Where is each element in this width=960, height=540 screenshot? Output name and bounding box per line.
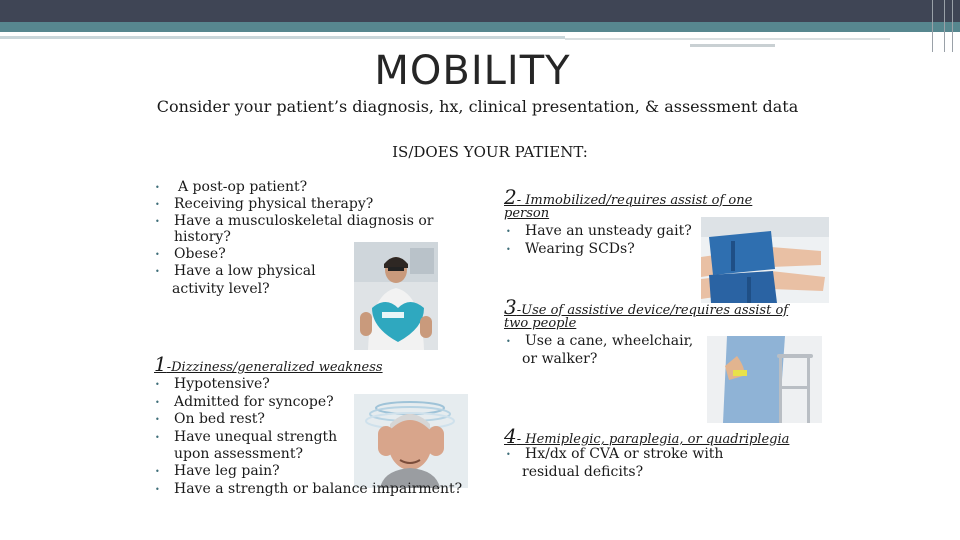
list-item: upon assessment? (174, 446, 303, 462)
list-item: Hypotensive? (174, 376, 270, 392)
header-rule (0, 36, 565, 39)
list-item: Wearing SCDs? (525, 241, 635, 257)
level-1-heading (154, 352, 383, 376)
section-heading: IS/DOES YOUR PATIENT: (392, 143, 588, 161)
level-3-heading-cont: two people (504, 316, 577, 331)
level-heading-text: - Immobilized/requires assist of one (516, 193, 753, 208)
level-number: 3 (504, 295, 517, 319)
level-4-heading (504, 424, 789, 448)
bullet-icon: • (155, 467, 160, 476)
scd-legs-photo (701, 217, 829, 303)
list-item: or walker? (522, 351, 598, 367)
bullet-icon: • (506, 337, 511, 346)
list-item: On bed rest? (174, 411, 265, 427)
bullet-icon: • (155, 200, 160, 209)
bullet-icon: • (155, 433, 160, 442)
level-heading-text: -Use of assistive device/requires assist of (516, 303, 789, 318)
post-op-patient-photo (354, 242, 438, 350)
bullet-icon: • (155, 217, 160, 226)
level-2-heading-cont: person (504, 206, 550, 221)
header-divider (932, 0, 933, 52)
level-number: 1 (154, 352, 167, 376)
slide-title: MOBILITY (374, 48, 571, 94)
header-bar (0, 0, 960, 22)
bullet-icon: • (155, 398, 160, 407)
list-item: Receiving physical therapy? (174, 196, 374, 212)
bullet-icon: • (155, 415, 160, 424)
header-rule (565, 38, 890, 40)
header-rule (690, 44, 775, 47)
level-heading-text: - Hemiplegic, paraplegia, or quadriplegia (516, 432, 790, 447)
list-item: Have a musculoskeletal diagnosis or (174, 213, 434, 229)
bullet-icon: • (506, 227, 511, 236)
walker-patient-photo (707, 336, 822, 423)
list-item: history? (174, 229, 231, 245)
bullet-icon: • (155, 380, 160, 389)
list-item: A post-op patient? (178, 179, 308, 195)
list-item: Use a cane, wheelchair, (525, 333, 694, 349)
bullet-icon: • (155, 485, 160, 494)
list-item: Have leg pain? (174, 463, 280, 479)
header-accent-bar (0, 22, 960, 32)
bullet-icon: • (506, 450, 511, 459)
list-item: Have a low physical (174, 263, 316, 279)
slide-subtitle: Consider your patient’s diagnosis, hx, clinical presentation, & assessment data (156, 97, 799, 116)
list-item: Have a strength or balance impairment? (174, 481, 463, 497)
list-item: Have an unsteady gait? (525, 223, 692, 239)
list-item: activity level? (172, 281, 270, 297)
level-number: 4 (504, 424, 517, 448)
dizzy-patient-photo (354, 394, 468, 488)
bullet-icon: • (155, 250, 160, 259)
bullet-icon: • (155, 267, 160, 276)
list-item: Hx/dx of CVA or stroke with (525, 446, 724, 462)
list-item: Admitted for syncope? (174, 394, 334, 410)
header-divider (944, 0, 945, 52)
list-item: Have unequal strength (174, 429, 338, 445)
level-heading-text: -Dizziness/generalized weakness (166, 360, 383, 375)
header-divider (952, 0, 953, 52)
list-item: residual deficits? (522, 464, 644, 480)
list-item: Obese? (174, 246, 226, 262)
bullet-icon: • (506, 245, 511, 254)
bullet-icon: • (155, 183, 160, 192)
level-number: 2 (504, 185, 517, 209)
